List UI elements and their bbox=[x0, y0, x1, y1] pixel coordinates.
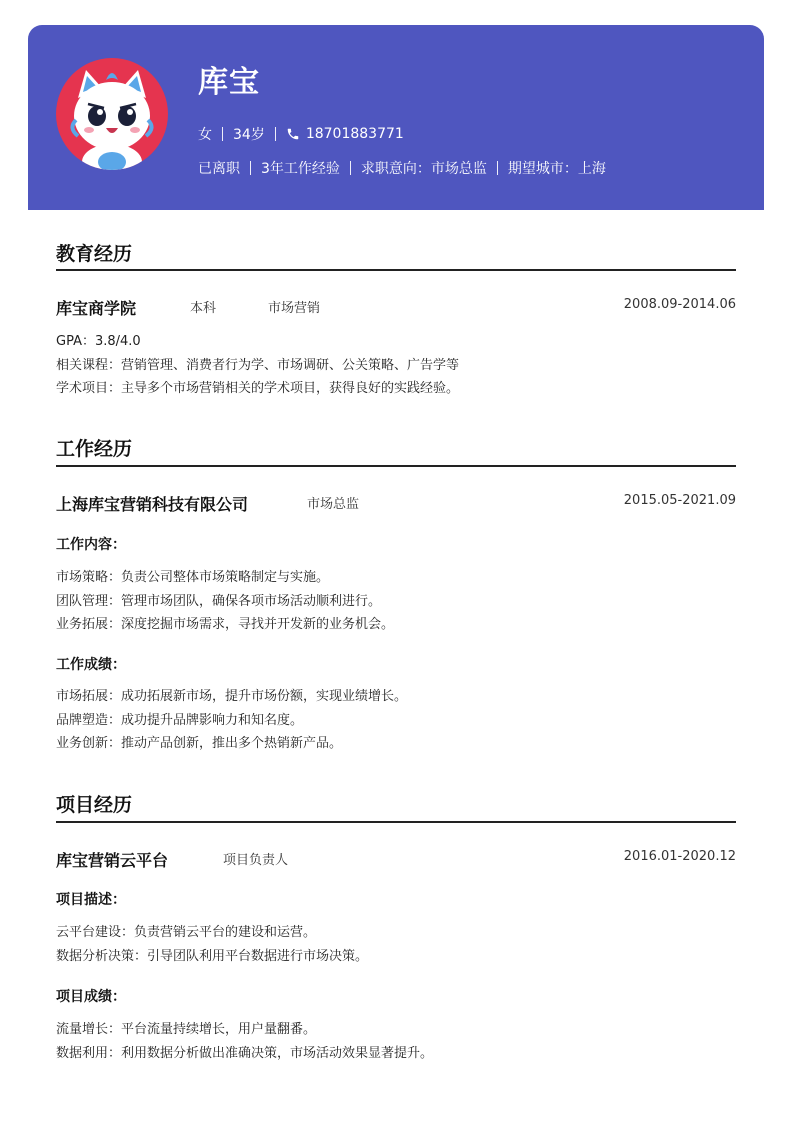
academic-project-line: 学术项目：主导多个市场营销相关的学术项目，获得良好的实践经验。 bbox=[56, 381, 460, 396]
list-item: 业务拓展：深度挖掘市场需求，寻找并开发新的业务机会。 bbox=[56, 617, 395, 632]
work-content-list bbox=[56, 566, 394, 637]
divider bbox=[497, 161, 498, 175]
section-divider bbox=[56, 821, 736, 823]
basic-info-row bbox=[198, 124, 404, 144]
project-results-list bbox=[56, 1018, 433, 1065]
company-name: 上海库宝营销科技有限公司 bbox=[56, 495, 249, 514]
divider bbox=[222, 127, 223, 141]
job-info-row bbox=[198, 158, 606, 178]
list-item: 数据利用：利用数据分析做出准确决策，市场活动效果显著提升。 bbox=[56, 1045, 434, 1061]
project-desc-list bbox=[56, 921, 368, 968]
work-results-heading: 工作成绩： bbox=[56, 657, 126, 673]
work-date: 2015.05-2021.09 bbox=[623, 493, 736, 508]
employment-status: 已离职 bbox=[198, 161, 240, 177]
work-section-title: 工作经历 bbox=[56, 438, 133, 460]
list-item: 品牌塑造：成功提升品牌影响力和知名度。 bbox=[56, 712, 304, 728]
phone-number: 18701883771 bbox=[305, 126, 404, 142]
project-role: 项目负责人 bbox=[223, 853, 289, 868]
phone-icon bbox=[286, 127, 300, 141]
work-content-heading: 工作内容： bbox=[56, 537, 126, 553]
cat-mascot-icon bbox=[56, 58, 168, 170]
divider bbox=[250, 161, 251, 175]
project-results-heading: 项目成绩： bbox=[56, 989, 126, 1005]
degree: 本科 bbox=[190, 301, 217, 316]
list-item: 流量增长：平台流量持续增长，用户量翻番。 bbox=[56, 1022, 317, 1037]
project-name: 库宝营销云平台 bbox=[56, 851, 169, 870]
age: 34岁 bbox=[233, 127, 265, 143]
list-item: 数据分析决策：引导团队利用平台数据进行市场决策。 bbox=[56, 948, 369, 964]
education-section-title: 教育经历 bbox=[56, 243, 133, 265]
section-divider bbox=[56, 269, 736, 271]
resume-header bbox=[28, 25, 764, 210]
courses-line: 相关课程：营销管理、消费者行为学、市场调研、公关策略、广告学等 bbox=[56, 357, 460, 373]
job-intent: 求职意向：市场总监 bbox=[360, 161, 487, 177]
expected-city: 期望城市：上海 bbox=[507, 161, 606, 177]
education-details bbox=[56, 330, 459, 401]
project-desc-heading: 项目描述： bbox=[56, 892, 126, 908]
list-item: 市场策略：负责公司整体市场策略制定与实施。 bbox=[56, 570, 330, 585]
list-item: 团队管理：管理市场团队，确保各项市场活动顺利进行。 bbox=[56, 593, 382, 609]
major: 市场营销 bbox=[268, 301, 321, 316]
education-date: 2008.09-2014.06 bbox=[623, 297, 736, 312]
gender: 女 bbox=[198, 127, 212, 143]
avatar bbox=[56, 58, 168, 170]
gpa-line: GPA：3.8/4.0 bbox=[56, 334, 141, 349]
divider bbox=[350, 161, 351, 175]
list-item: 业务创新：推动产品创新，推出多个热销新产品。 bbox=[56, 736, 343, 751]
school-name: 库宝商学院 bbox=[56, 299, 137, 318]
work-experience: 3年工作经验 bbox=[261, 161, 340, 177]
project-section-title: 项目经历 bbox=[56, 794, 133, 816]
section-divider bbox=[56, 465, 736, 467]
work-results-list bbox=[56, 685, 407, 756]
project-date: 2016.01-2020.12 bbox=[623, 849, 736, 864]
divider bbox=[275, 127, 276, 141]
job-title: 市场总监 bbox=[307, 497, 360, 512]
candidate-name: 库宝 bbox=[198, 65, 260, 100]
list-item: 市场拓展：成功拓展新市场，提升市场份额，实现业绩增长。 bbox=[56, 689, 408, 704]
list-item: 云平台建设：负责营销云平台的建设和运营。 bbox=[56, 925, 317, 940]
